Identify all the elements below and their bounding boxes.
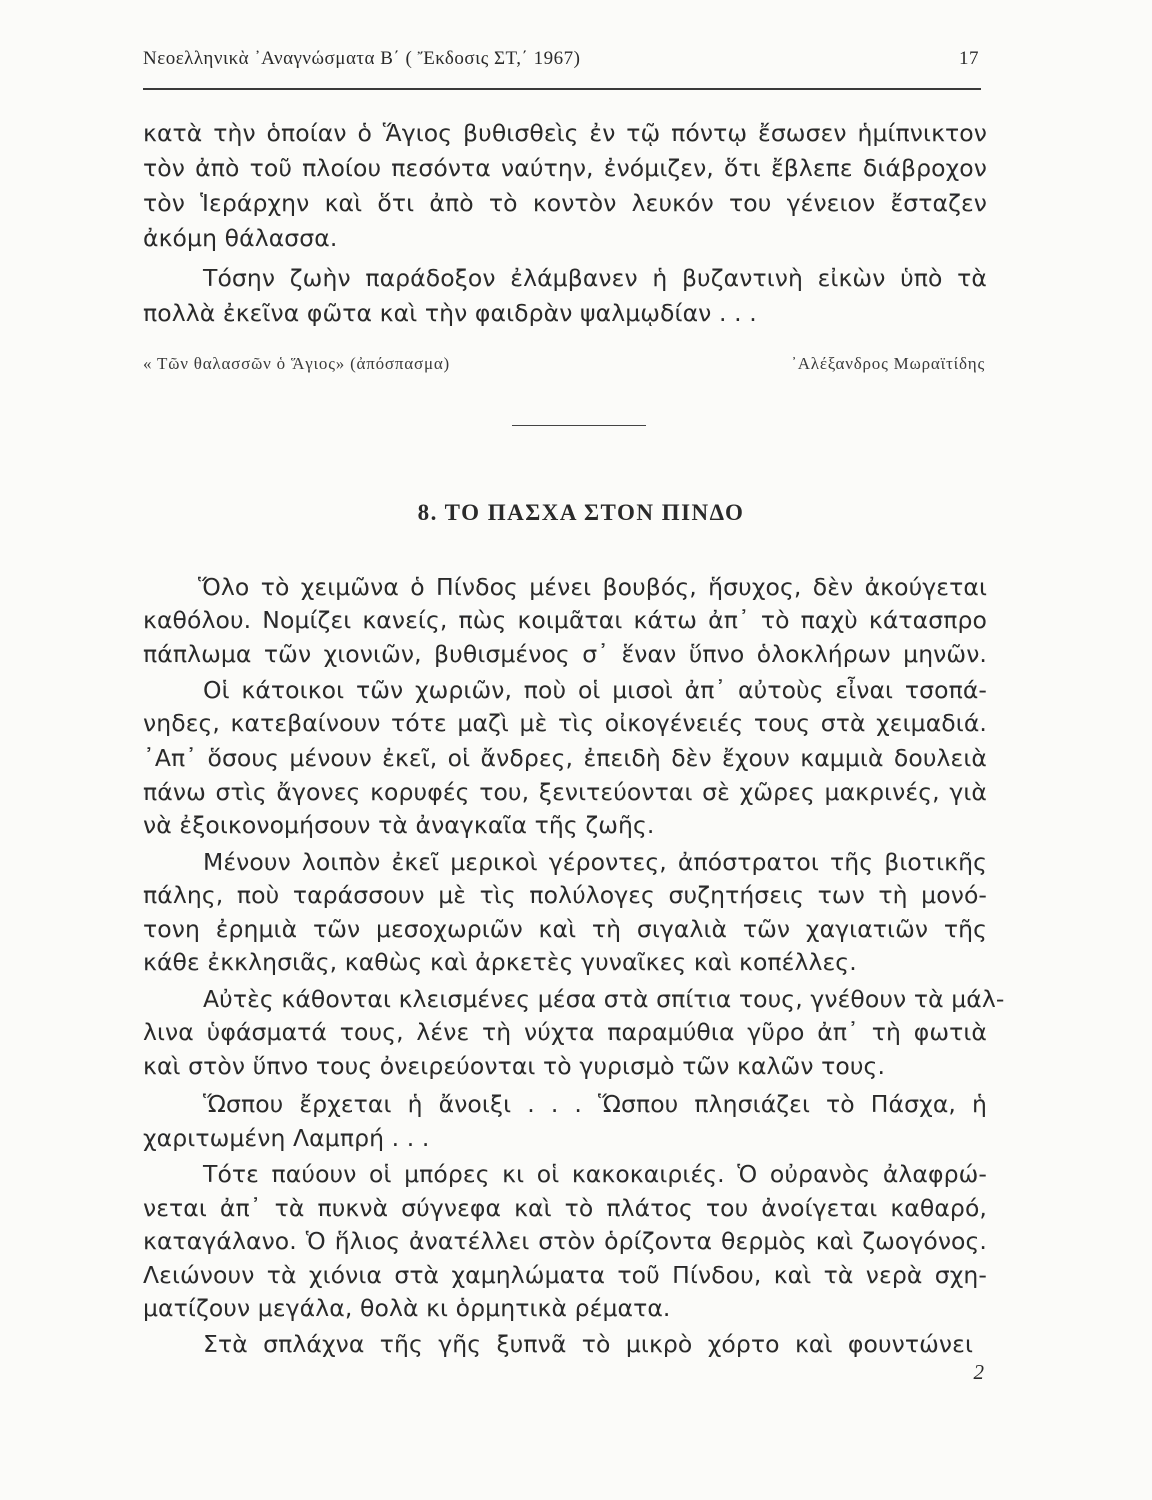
text-line: Αὐτὲς κάθονται κλεισμένες μέσα στὰ σπίτια τους, γνέθουν τὰ μάλ- bbox=[203, 985, 1005, 1013]
text-line: νηδες, κατεβαίνουν τότε μαζὶ μὲ τὶς οἰκογένειές τους στὰ χειμαδιά. bbox=[143, 709, 987, 737]
section-divider bbox=[512, 425, 646, 426]
text-line: πάλης, ποὺ ταράσσουν μὲ τὶς πολύλογες συζητήσεις των τὴ μονό- bbox=[143, 881, 987, 909]
page-number: 17 bbox=[959, 48, 979, 69]
text-line: Ὅλο τὸ χειμῶνα ὁ Πίνδος μένει βουβός, ἥσυχος, δὲν ἀκούγεται bbox=[198, 573, 987, 601]
text-line: κάθε ἐκκλησιᾶς, καθὼς καὶ ἀρκετὲς γυναῖκες καὶ κοπέλλες. bbox=[143, 948, 857, 976]
text-line: Στὰ σπλάχνα τῆς γῆς ξυπνᾶ τὸ μικρὸ χόρτο καὶ φουντώνει bbox=[203, 1330, 973, 1358]
sheet-number: 2 bbox=[973, 1360, 984, 1384]
text-line: Τόσην ζωὴν παράδοξον ἐλάμβανεν ἡ βυζαντινὴ εἰκὼν ὑπὸ τὰ bbox=[203, 264, 987, 292]
excerpt-source: « Τῶν θαλασσῶν ὁ Ἅγιος» (ἀπόσπασμα) bbox=[143, 354, 451, 373]
text-line: νὰ ἐξοικονομήσουν τὰ ἀναγκαῖα τῆς ζωῆς. bbox=[143, 811, 655, 839]
text-line: καθόλου. Νομίζει κανείς, πὼς κοιμᾶται κάτω ἀπ᾿ τὸ παχὺ κάτασπρο bbox=[143, 606, 987, 634]
excerpt-author: ᾿Αλέξανδρος Μωραϊτίδης bbox=[791, 354, 985, 373]
text-line: χαριτωμένη Λαμπρή . . . bbox=[143, 1124, 430, 1152]
running-title: Νεοελληνικὰ ᾿Αναγνώσματα Β΄ ( Ἔκδοσις ΣΤ,΄ 1967) bbox=[143, 48, 581, 69]
text-line: κατὰ τὴν ὁποίαν ὁ Ἅγιος βυθισθεὶς ἐν τῷ πόντῳ ἔσωσεν ἡμίπνικτον bbox=[143, 119, 987, 147]
text-line: Μένουν λοιπὸν ἐκεῖ μερικοὶ γέροντες, ἀπόστρατοι τῆς βιοτικῆς bbox=[203, 848, 987, 876]
text-line: πάνω στὶς ἄγονες κορυφές του, ξενιτεύονται σὲ χῶρες μακρινές, γιὰ bbox=[143, 778, 987, 806]
text-line: πάπλωμα τῶν χιονιῶν, βυθισμένος σ᾿ ἕναν ὕπνο ὁλοκλήρων μηνῶν. bbox=[143, 640, 987, 668]
text-line: Λειώνουν τὰ χιόνια στὰ χαμηλώματα τοῦ Πίνδου, καὶ τὰ νερὰ σχη- bbox=[143, 1261, 987, 1289]
text-line: τὸν ἀπὸ τοῦ πλοίου πεσόντα ναύτην, ἐνόμιζεν, ὅτι ἔβλεπε διάβροχον bbox=[143, 154, 987, 182]
text-line: καταγάλανο. Ὁ ἥλιος ἀνατέλλει στὸν ὁρίζοντα θερμὸς καὶ ζωογόνος. bbox=[143, 1227, 987, 1255]
text-line: πολλὰ ἐκεῖνα φῶτα καὶ τὴν φαιδρὰν ψαλμῳδίαν . . . bbox=[143, 299, 757, 327]
text-line: Ὥσπου ἔρχεται ἡ ἄνοιξι . . . Ὥσπου πλησιάζει τὸ Πάσχα, ἡ bbox=[203, 1090, 987, 1118]
text-line: ᾿Απ᾿ ὅσους μένουν ἐκεῖ, οἱ ἄνδρες, ἐπειδὴ δὲν ἔχουν καμμιὰ δουλειὰ bbox=[143, 744, 987, 772]
text-line: λινα ὑφάσματά τους, λένε τὴ νύχτα παραμύθια γῦρο ἀπ᾿ τὴ φωτιὰ bbox=[143, 1018, 987, 1046]
text-line: ἀκόμη θάλασσα. bbox=[143, 224, 338, 252]
text-line: νεται ἀπ᾿ τὰ πυκνὰ σύγνεφα καὶ τὸ πλάτος του ἀνοίγεται καθαρό, bbox=[143, 1194, 987, 1222]
header-rule bbox=[143, 88, 981, 90]
text-line: Οἱ κάτοικοι τῶν χωριῶν, ποὺ οἱ μισοὶ ἀπ᾿ αὐτοὺς εἶναι τσοπά- bbox=[203, 676, 987, 704]
text-line: καὶ στὸν ὕπνο τους ὀνειρεύονται τὸ γυρισμὸ τῶν καλῶν τους. bbox=[143, 1052, 886, 1080]
text-line: ματίζουν μεγάλα, θολὰ κι ὁρμητικὰ ρέματα. bbox=[143, 1294, 671, 1322]
running-head bbox=[143, 48, 983, 78]
text-line: τὸν Ἱεράρχην καὶ ὅτι ἀπὸ τὸ κοντὸν λευκόν του γένειον ἔσταζεν bbox=[143, 189, 987, 217]
section-heading: 8. ΤΟ ΠΑΣΧΑ ΣΤΟΝ ΠΙΝΔΟ bbox=[417, 500, 745, 525]
text-line: Τότε παύουν οἱ μπόρες κι οἱ κακοκαιριές. Ὁ οὐρανὸς ἀλαφρώ- bbox=[203, 1160, 987, 1188]
text-line: τονη ἐρημιὰ τῶν μεσοχωριῶν καὶ τὴ σιγαλιὰ τῶν χαγιατιῶν τῆς bbox=[143, 915, 987, 943]
